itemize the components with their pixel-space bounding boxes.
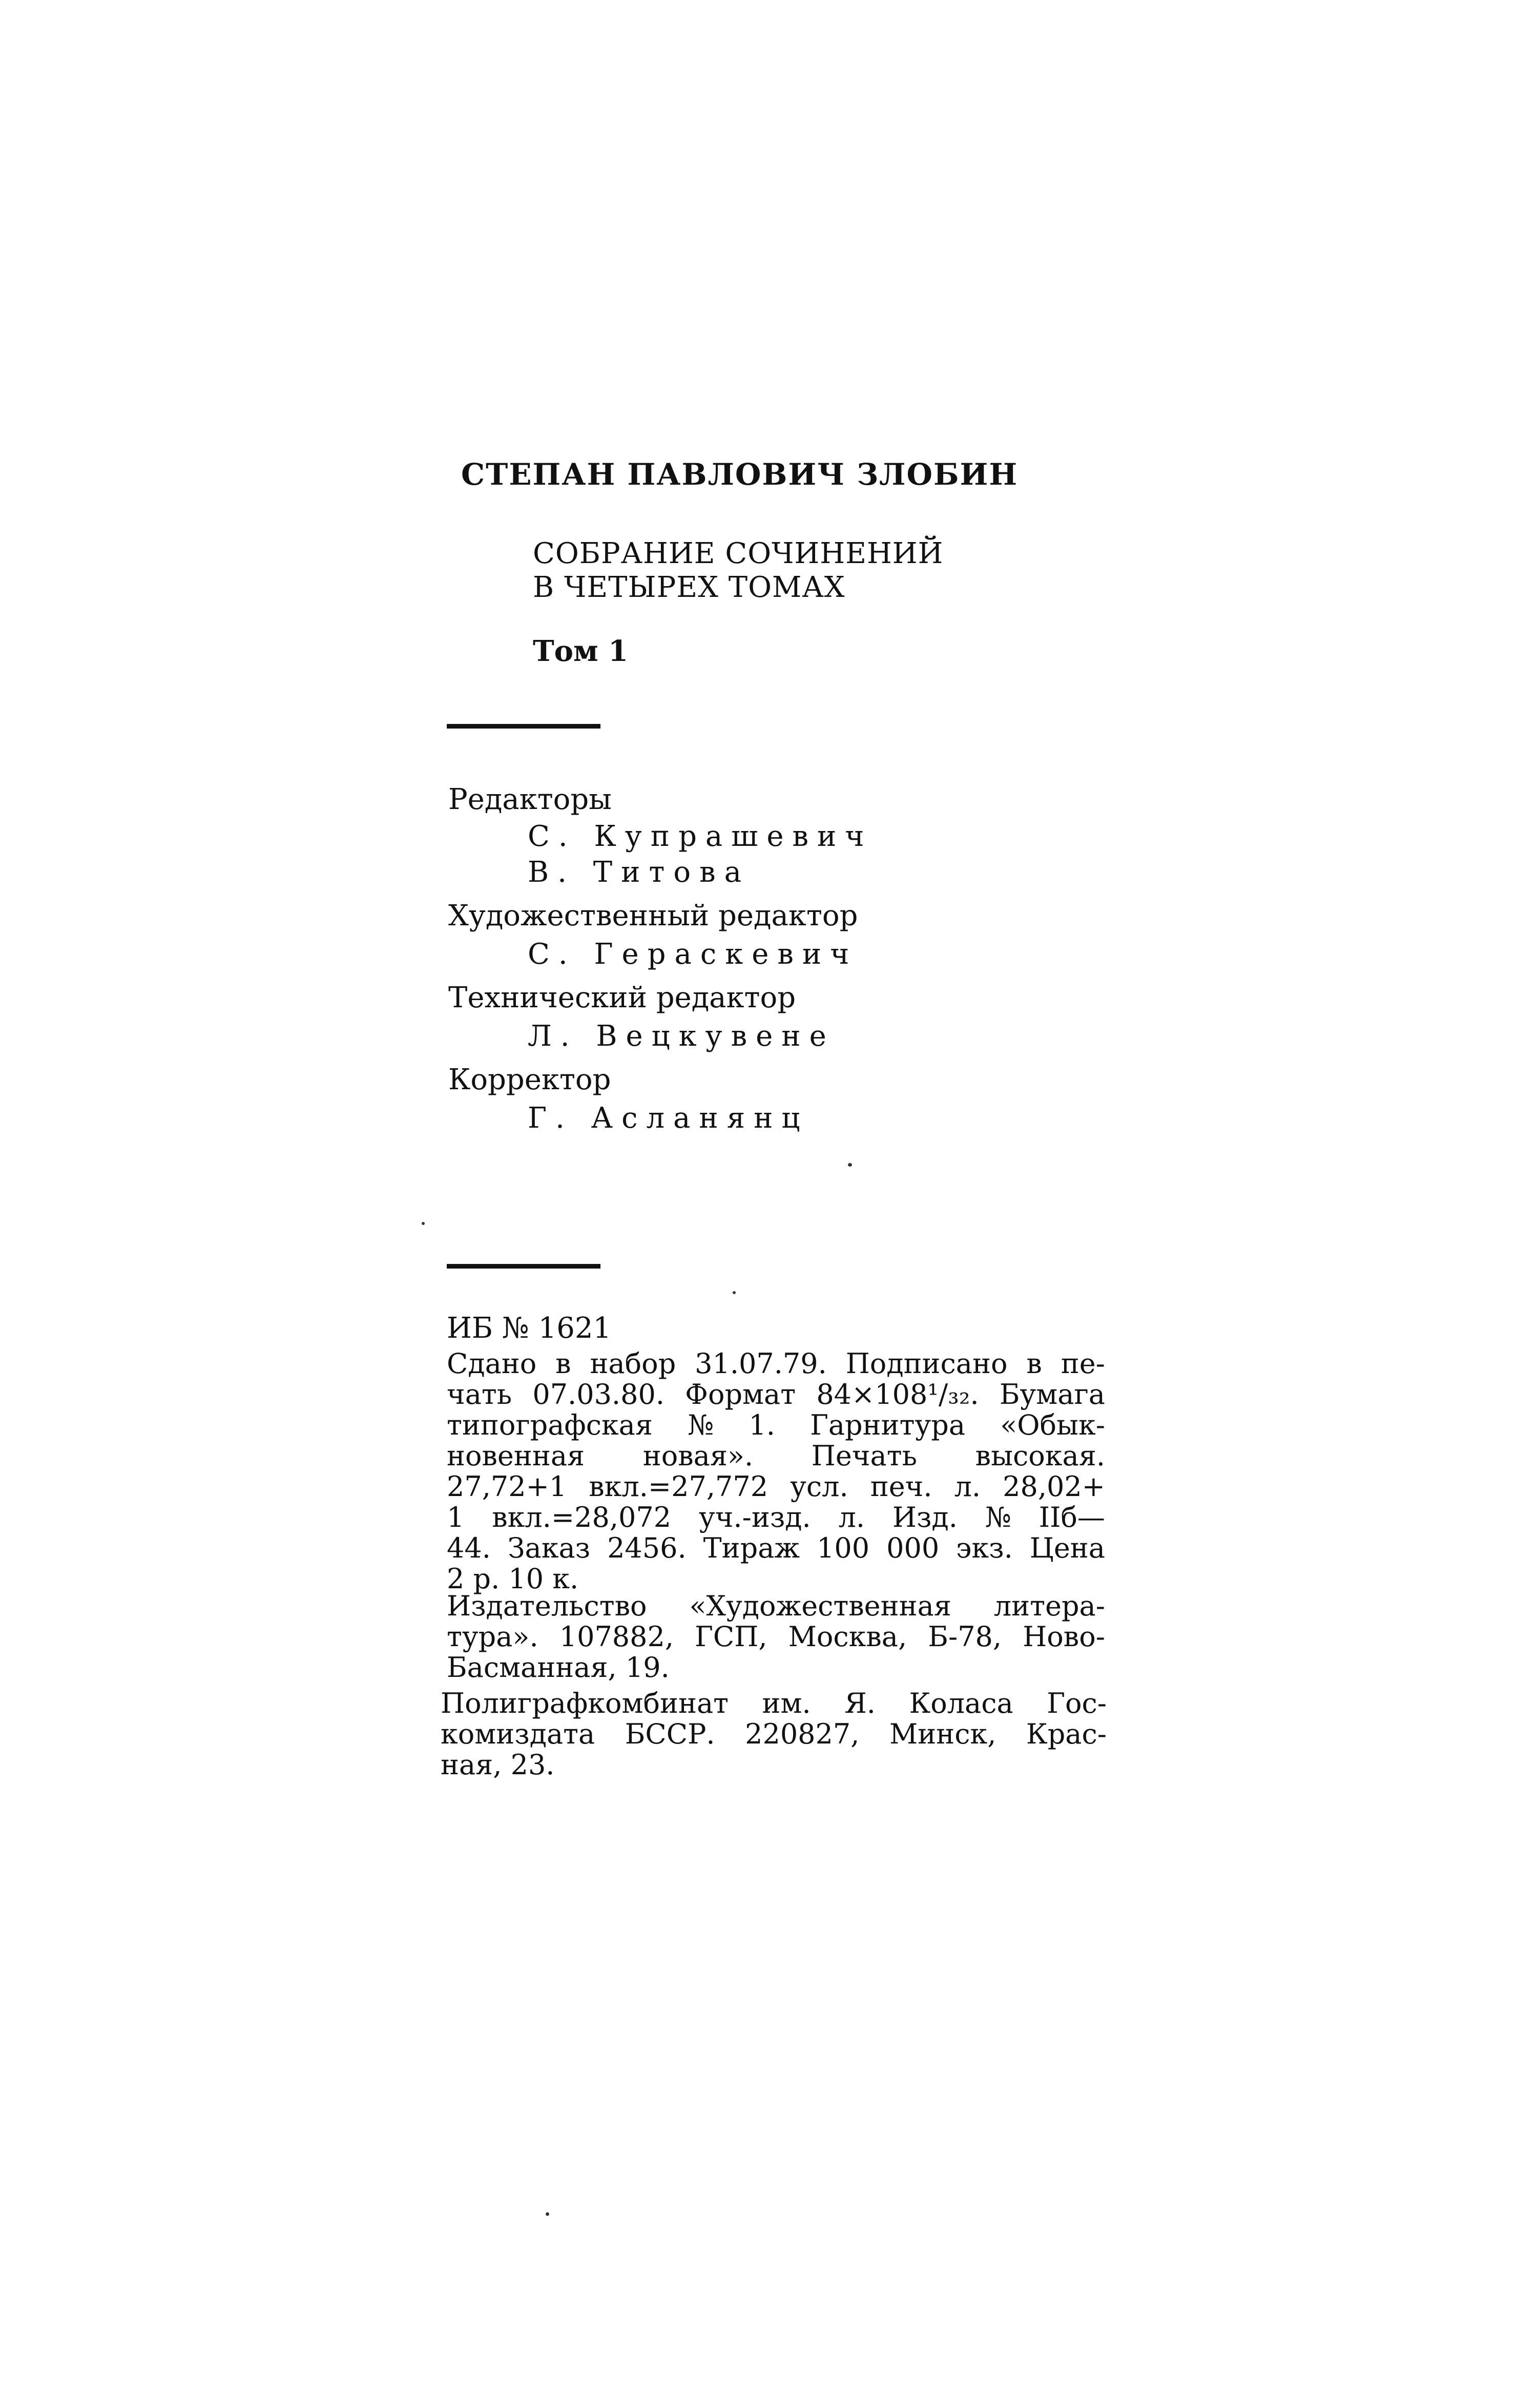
- printer-line: ная, 23.: [441, 1749, 555, 1781]
- credit-role-art-editor: Художественный редактор: [448, 899, 858, 932]
- print-line: Сдано в набор 31.07.79. Подписано в пе-: [447, 1347, 1105, 1380]
- divider-rule-bottom: [447, 1264, 600, 1269]
- credit-role-technical-editor: Технический редактор: [448, 981, 796, 1014]
- print-line: 44. Заказ 2456. Тираж 100 000 экз. Цена: [447, 1532, 1105, 1564]
- print-line: типографская № 1. Гарнитура «Обык-: [447, 1409, 1105, 1441]
- credit-person: Л. Вецкувене: [528, 1020, 835, 1053]
- author-name: СТЕПАН ПАВЛОВИЧ ЗЛОБИН: [461, 457, 1019, 492]
- credit-person: С. Гераскевич: [528, 938, 858, 971]
- print-speck: [733, 1291, 736, 1294]
- print-line: 2 р. 10 к.: [447, 1563, 579, 1595]
- publisher-line: Басманная, 19.: [447, 1651, 670, 1684]
- divider-rule-top: [447, 724, 600, 729]
- volume-label: Том 1: [533, 634, 629, 668]
- publisher-info: [447, 1591, 1105, 1683]
- print-line: 27,72+1 вкл.=27,772 усл. печ. л. 28,02+: [447, 1470, 1105, 1503]
- print-line: чать 07.03.80. Формат 84×108¹/₃₂. Бумага: [447, 1378, 1105, 1410]
- credit-role-editors: Редакторы: [448, 783, 612, 816]
- printer-info: [441, 1688, 1107, 1780]
- print-speck: [422, 1222, 425, 1225]
- print-line: новенная новая». Печать высокая.: [447, 1440, 1105, 1472]
- publisher-line: тура». 107882, ГСП, Москва, Б-78, Ново-: [447, 1621, 1105, 1653]
- print-speck: [546, 2212, 549, 2216]
- collection-title-line-2: В ЧЕТЫРЕХ ТОМАХ: [533, 571, 845, 604]
- printer-line: Полиграфкомбинат им. Я. Коласа Гос-: [441, 1687, 1107, 1719]
- credit-role-proofreader: Корректор: [448, 1063, 611, 1096]
- publisher-line: Издательство «Художественная литера-: [447, 1590, 1105, 1622]
- credit-person: С. Купрашевич: [528, 820, 873, 853]
- print-line: 1 вкл.=28,072 уч.-изд. л. Изд. № IIб—: [447, 1501, 1105, 1533]
- credit-person: Г. Асланянц: [528, 1102, 809, 1135]
- printer-line: комиздата БССР. 220827, Минск, Крас-: [441, 1718, 1107, 1750]
- collection-title-line-1: СОБРАНИЕ СОЧИНЕНИЙ: [533, 537, 944, 570]
- ib-number: ИБ № 1621: [447, 1312, 612, 1345]
- print-details: [447, 1348, 1105, 1594]
- credit-person: В. Титова: [528, 856, 751, 889]
- print-speck: [848, 1163, 852, 1167]
